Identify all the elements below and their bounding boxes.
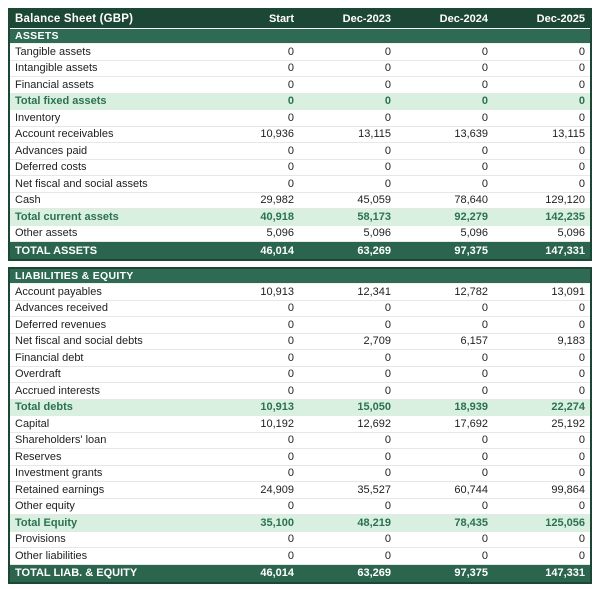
cell-value: 5,096 [363,227,391,240]
cell-value: 0 [578,111,585,124]
row-label: Shareholders' loan [15,434,107,447]
section-header-liabilities-equity [10,269,590,284]
cell-value: 35,100 [260,516,294,529]
cell-value: 0 [481,533,488,546]
cell-value: 0 [287,161,294,174]
cell-value: 0 [384,351,391,364]
cell-value: 13,639 [454,128,488,141]
cell-value: 17,692 [454,417,488,430]
table-row-total-equity [10,515,590,532]
cell-value: 10,913 [260,401,294,414]
row-label: Overdraft [15,368,61,381]
column-header-dec-2023: Dec-2023 [342,13,391,25]
cell-value: 0 [481,368,488,381]
table-row-advances-paid [10,143,590,160]
row-label: Accrued interests [15,384,100,397]
cell-value: 125,056 [545,516,585,529]
cell-value: 0 [578,533,585,546]
cell-value: 5,096 [557,227,585,240]
cell-value: 0 [384,368,391,381]
cell-value: 0 [578,549,585,562]
cell-value: 0 [481,384,488,397]
cell-value: 0 [287,144,294,157]
row-label: Total fixed assets [15,95,107,108]
table-row-capital [10,416,590,433]
cell-value: 0 [287,549,294,562]
cell-value: 0 [481,318,488,331]
cell-value: 97,375 [454,244,488,257]
cell-value: 0 [384,45,391,58]
total-row-label: TOTAL ASSETS [15,244,98,257]
cell-value: 0 [481,62,488,75]
cell-value: 0 [384,533,391,546]
cell-value: 0 [384,500,391,513]
cell-value: 0 [287,78,294,91]
cell-value: 0 [481,351,488,364]
cell-value: 0 [384,177,391,190]
table-row-cash [10,193,590,210]
cell-value: 2,709 [363,335,391,348]
total-row-total-assets [10,242,590,259]
cell-value: 0 [287,95,294,108]
cell-value: 0 [481,467,488,480]
table-row-net-fiscal-and-social-assets [10,176,590,193]
cell-value: 46,014 [260,567,294,579]
section-header-assets [10,29,590,44]
cell-value: 0 [287,177,294,190]
row-label: Net fiscal and social debts [15,335,143,348]
cell-value: 0 [287,467,294,480]
table-row-deferred-costs [10,160,590,177]
cell-value: 97,375 [454,567,488,579]
table-row-overdraft [10,367,590,384]
cell-value: 0 [578,302,585,315]
cell-value: 0 [481,434,488,447]
cell-value: 78,640 [454,194,488,207]
cell-value: 0 [578,78,585,91]
cell-value: 24,909 [260,483,294,496]
cell-value: 63,269 [357,244,391,257]
cell-value: 0 [481,177,488,190]
table-row-provisions [10,532,590,549]
cell-value: 0 [578,62,585,75]
cell-value: 0 [481,302,488,315]
cell-value: 0 [578,95,585,108]
cell-value: 12,782 [454,285,488,298]
cell-value: 92,279 [454,210,488,223]
table-row-net-fiscal-and-social-debts [10,334,590,351]
table-row-account-receivables [10,127,590,144]
cell-value: 0 [287,533,294,546]
table-row-investment-grants [10,466,590,483]
row-label: Advances received [15,302,108,315]
cell-value: 0 [384,384,391,397]
section-header-label: ASSETS [15,30,59,42]
row-label: Inventory [15,111,61,124]
cell-value: 0 [384,467,391,480]
row-label: Capital [15,417,50,430]
row-label: Other liabilities [15,549,88,562]
cell-value: 0 [578,384,585,397]
table-row-tangible-assets [10,44,590,61]
table-row-financial-assets [10,77,590,94]
row-label: Total current assets [15,210,119,223]
cell-value: 0 [384,318,391,331]
cell-value: 63,269 [357,567,391,579]
section-header-label: LIABILITIES & EQUITY [15,270,134,282]
cell-value: 0 [578,45,585,58]
cell-value: 0 [287,335,294,348]
cell-value: 13,091 [551,285,585,298]
liabilities-equity-table [8,267,592,584]
row-label: Deferred costs [15,161,87,174]
cell-value: 0 [578,144,585,157]
cell-value: 0 [287,434,294,447]
cell-value: 0 [578,500,585,513]
cell-value: 58,173 [357,210,391,223]
column-header-dec-2024: Dec-2024 [439,13,488,25]
cell-value: 99,864 [551,483,585,496]
cell-value: 0 [384,302,391,315]
cell-value: 0 [481,78,488,91]
cell-value: 0 [384,161,391,174]
cell-value: 0 [287,45,294,58]
row-label: Tangible assets [15,45,91,58]
row-label: Account payables [15,285,102,298]
cell-value: 0 [384,450,391,463]
cell-value: 0 [287,351,294,364]
table-row-shareholders-loan [10,433,590,450]
cell-value: 15,050 [357,401,391,414]
cell-value: 0 [384,62,391,75]
cell-value: 0 [287,318,294,331]
table-row-advances-received [10,301,590,318]
cell-value: 0 [578,177,585,190]
cell-value: 0 [287,62,294,75]
row-label: Deferred revenues [15,318,107,331]
table-row-total-debts [10,400,590,417]
cell-value: 0 [287,500,294,513]
cell-value: 12,341 [357,285,391,298]
table-row-reserves [10,449,590,466]
column-header-dec-2025: Dec-2025 [536,13,585,25]
total-row-total-liab-equity [10,565,590,582]
cell-value: 5,096 [266,227,294,240]
cell-value: 0 [384,78,391,91]
cell-value: 0 [481,500,488,513]
row-label: Other assets [15,227,78,240]
cell-value: 10,913 [260,285,294,298]
cell-value: 147,331 [545,244,585,257]
table-row-intangible-assets [10,61,590,78]
table-row-inventory [10,110,590,127]
table-row-total-fixed-assets [10,94,590,111]
row-label: Investment grants [15,467,103,480]
row-label: Total Equity [15,516,78,529]
cell-value: 48,219 [357,516,391,529]
cell-value: 35,527 [357,483,391,496]
cell-value: 147,331 [545,567,585,579]
cell-value: 0 [578,467,585,480]
table-row-deferred-revenues [10,317,590,334]
table-row-account-payables [10,284,590,301]
cell-value: 10,192 [260,417,294,430]
cell-value: 0 [481,45,488,58]
table-row-other-assets [10,226,590,243]
total-row-label: TOTAL LIAB. & EQUITY [15,567,138,579]
cell-value: 0 [384,434,391,447]
cell-value: 0 [481,111,488,124]
cell-value: 0 [384,144,391,157]
table-row-financial-debt [10,350,590,367]
cell-value: 0 [287,368,294,381]
cell-value: 0 [481,95,488,108]
cell-value: 0 [384,95,391,108]
assets-table [8,8,592,261]
cell-value: 0 [287,302,294,315]
cell-value: 12,692 [357,417,391,430]
cell-value: 0 [287,450,294,463]
cell-value: 0 [578,434,585,447]
row-label: Total debts [15,401,73,414]
cell-value: 0 [578,450,585,463]
table-title: Balance Sheet (GBP) [15,13,134,25]
table-row-total-current-assets [10,209,590,226]
cell-value: 0 [578,318,585,331]
row-label: Other equity [15,500,75,513]
table-row-accrued-interests [10,383,590,400]
cell-value: 0 [287,111,294,124]
cell-value: 9,183 [557,335,585,348]
cell-value: 0 [481,549,488,562]
row-label: Provisions [15,533,66,546]
cell-value: 0 [578,161,585,174]
cell-value: 13,115 [552,128,585,141]
cell-value: 0 [287,384,294,397]
row-label: Account receivables [15,128,114,141]
cell-value: 10,936 [260,128,294,141]
row-label: Intangible assets [15,62,98,75]
table-header-row [10,10,590,29]
cell-value: 45,059 [357,194,391,207]
row-label: Cash [15,194,41,207]
cell-value: 40,918 [260,210,294,223]
row-label: Reserves [15,450,62,463]
row-label: Retained earnings [15,483,105,496]
cell-value: 0 [481,144,488,157]
cell-value: 60,744 [454,483,488,496]
cell-value: 0 [384,111,391,124]
cell-value: 0 [384,549,391,562]
cell-value: 0 [481,161,488,174]
cell-value: 0 [481,450,488,463]
cell-value: 142,235 [545,210,585,223]
cell-value: 78,435 [454,516,488,529]
row-label: Financial debt [15,351,84,364]
cell-value: 5,096 [460,227,488,240]
cell-value: 46,014 [260,244,294,257]
cell-value: 6,157 [460,335,488,348]
cell-value: 22,274 [551,401,585,414]
cell-value: 0 [578,351,585,364]
row-label: Advances paid [15,144,88,157]
cell-value: 29,982 [260,194,294,207]
table-row-retained-earnings [10,482,590,499]
row-label: Financial assets [15,78,94,91]
cell-value: 13,115 [358,128,391,141]
table-row-other-equity [10,499,590,516]
column-header-start: Start [268,13,294,25]
cell-value: 25,192 [551,417,585,430]
cell-value: 18,939 [454,401,488,414]
cell-value: 0 [578,368,585,381]
table-row-other-liabilities [10,548,590,565]
cell-value: 129,120 [545,194,585,207]
row-label: Net fiscal and social assets [15,177,148,190]
